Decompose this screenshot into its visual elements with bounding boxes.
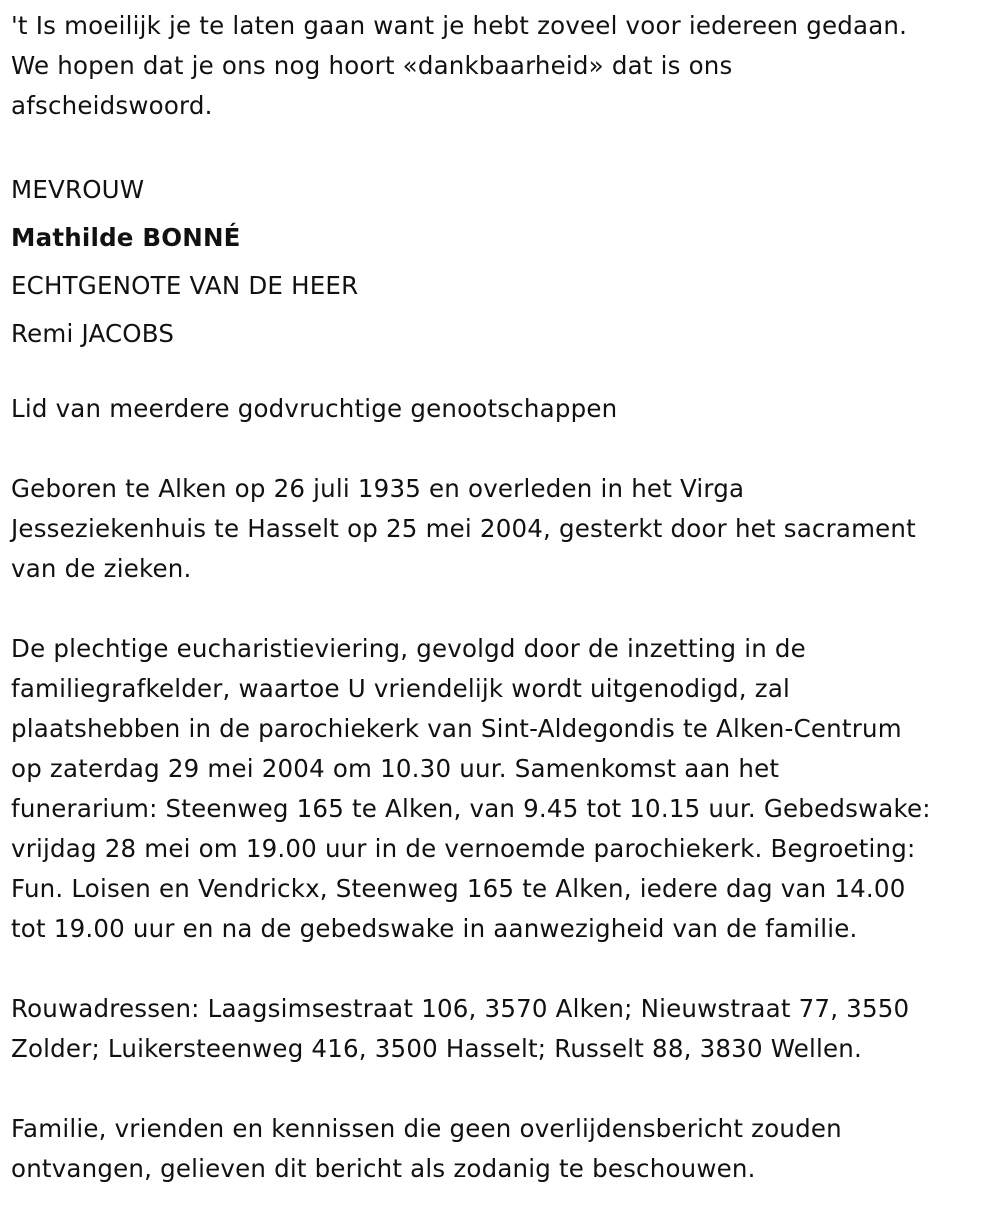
ceremony-line: tot 19.00 uur en na de gebedswake in aanwezigheid van de familie. (11, 914, 858, 943)
ceremony-paragraph (11, 629, 991, 949)
birth-death-paragraph (11, 469, 991, 589)
obituary-document (11, 6, 991, 1229)
deceased-identity (11, 166, 991, 358)
birth-death-line: van de zieken. (11, 554, 192, 583)
relation-label: ECHTGENOTE VAN DE HEER (11, 271, 359, 300)
honorific-title: MEVROUW (11, 175, 145, 204)
notice-line: Familie, vrienden en kennissen die geen overlijdensbericht zouden (11, 1114, 842, 1143)
notice-line: ontvangen, gelieven dit bericht als zodanig te beschouwen. (11, 1154, 756, 1183)
birth-death-line: Geboren te Alken op 26 juli 1935 en overleden in het Virga (11, 474, 745, 503)
deceased-name: Mathilde BONNÉ (11, 223, 241, 252)
spouse-name: Remi JACOBS (11, 319, 175, 348)
address-line: Rouwadressen: Laagsimsestraat 106, 3570 Alken; Nieuwstraat 77, 3550 (11, 994, 910, 1023)
notice-paragraph (11, 1109, 991, 1189)
farewell-quote (11, 6, 991, 126)
quote-line: We hopen dat je ons nog hoort «dankbaarheid» dat is ons (11, 51, 733, 80)
ceremony-line: familiegrafkelder, waartoe U vriendelijk wordt uitgenodigd, zal (11, 674, 791, 703)
membership-line: Lid van meerdere godvruchtige genootschappen (11, 394, 618, 423)
address-line: Zolder; Luikersteenweg 416, 3500 Hasselt; Russelt 88, 3830 Wellen. (11, 1034, 863, 1063)
quote-line: 't Is moeilijk je te laten gaan want je hebt zoveel voor iedereen gedaan. (11, 11, 908, 40)
birth-death-line: Jesseziekenhuis te Hasselt op 25 mei 2004, gesterkt door het sacrament (11, 514, 916, 543)
quote-line: afscheidswoord. (11, 91, 213, 120)
ceremony-line: vrijdag 28 mei om 19.00 uur in de vernoemde parochiekerk. Begroeting: (11, 834, 916, 863)
ceremony-line: plaatshebben in de parochiekerk van Sint-Aldegondis te Alken-Centrum (11, 714, 902, 743)
addresses-paragraph (11, 989, 991, 1069)
ceremony-line: op zaterdag 29 mei 2004 om 10.30 uur. Samenkomst aan het (11, 754, 780, 783)
ceremony-line: De plechtige eucharistieviering, gevolgd door de inzetting in de (11, 634, 806, 663)
ceremony-line: funerarium: Steenweg 165 te Alken, van 9.45 tot 10.15 uur. Gebedswake: (11, 794, 931, 823)
ceremony-line: Fun. Loisen en Vendrickx, Steenweg 165 te Alken, iedere dag van 14.00 (11, 874, 906, 903)
membership-paragraph (11, 389, 991, 429)
